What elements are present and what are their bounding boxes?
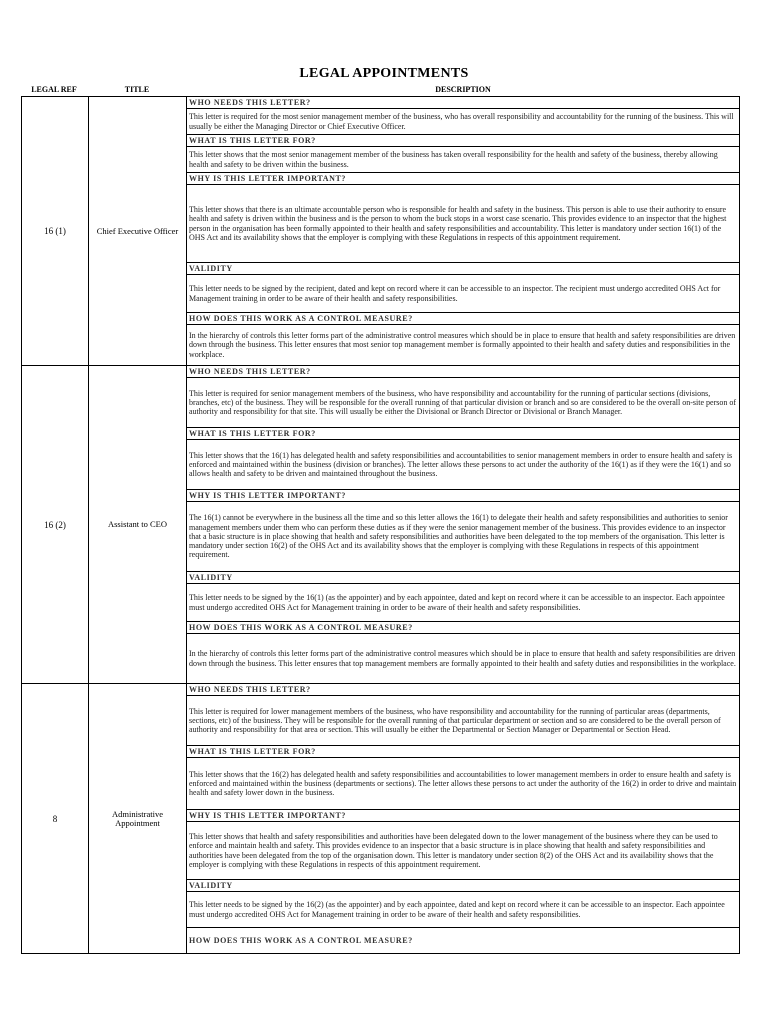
section-heading: WHY IS THIS LETTER IMPORTANT?	[187, 173, 739, 185]
section-heading: HOW DOES THIS WORK AS A CONTROL MEASURE?	[187, 313, 739, 325]
table-row	[21, 684, 740, 954]
section-text: This letter shows that the 16(2) has delegated health and safety responsibilities and accountabilities to lower management members in order to ensure health and safety is enforced and maintained within the business (departments or sections). The letter allows these persons to act under the authority of the 16(2) in order to drive and maintain health and safety lower down in the business.	[187, 758, 739, 810]
title-cell: Administrative Appointment	[89, 684, 187, 953]
section-heading: WHO NEEDS THIS LETTER?	[187, 366, 739, 378]
section-text: This letter needs to be signed by the recipient, dated and kept on record where it can be accessible to an inspector. The recipient must undergo accredited OHS Act for Management training in order to be aware of their health and safety responsibilities.	[187, 275, 739, 313]
column-header-legal-ref: LEGAL REF	[31, 85, 77, 94]
title-cell: Chief Executive Officer	[89, 97, 187, 365]
description-cell	[187, 684, 739, 953]
legal-ref-cell: 8	[22, 684, 89, 953]
column-header-title: TITLE	[124, 85, 150, 94]
table-row	[21, 96, 740, 366]
section-heading: VALIDITY	[187, 880, 739, 892]
section-heading: WHAT IS THIS LETTER FOR?	[187, 428, 739, 440]
section-heading: WHY IS THIS LETTER IMPORTANT?	[187, 810, 739, 822]
section-text: This letter needs to be signed by the 16(2) (as the appointer) and by each appointee, dated and kept on record where it can be accessible to an inspector. Each appointee must undergo accredited OHS Act for Management training in order to be aware of their health and safety responsibilities.	[187, 892, 739, 928]
section-text: This letter shows that the 16(1) has delegated health and safety responsibilities and accountabilities to senior management members in order to ensure health and safety is enforced and maintained within the business (division or branches). The letter allows these persons to act under the authority of the 16(1) as if they were the 16(1) and so allows health and safety to be driven and maintained throughout the business.	[187, 440, 739, 490]
appointments-table	[21, 96, 740, 954]
section-heading: WHAT IS THIS LETTER FOR?	[187, 135, 739, 147]
legal-ref-cell: 16 (2)	[22, 366, 89, 683]
section-text: This letter shows that health and safety responsibilities and authorities have been delegated down to the lower management of the business where they can be used to enforce and maintain health and safety. This provides evidence to an inspector that a basic structure is in place showing that health and safety responsibilities and authorities have been delegated from the top of the organisation down. This letter is mandatory under section 8(2) of the OHS Act and its availability shows that the employer is complying with these Regulations in respects of this appointment requirement.	[187, 822, 739, 880]
section-heading: WHO NEEDS THIS LETTER?	[187, 684, 739, 696]
section-heading: HOW DOES THIS WORK AS A CONTROL MEASURE?	[187, 622, 739, 634]
section-text: This letter is required for the most senior management member of the business, who has overall responsibility and accountability for the running of the business. This will usually be either the Managing Director or Chief Executive Officer.	[187, 109, 739, 135]
table-row	[21, 366, 740, 684]
section-heading: VALIDITY	[187, 263, 739, 275]
section-text: This letter needs to be signed by the 16(1) (as the appointer) and by each appointee, dated and kept on record where it can be accessible to an inspector. Each appointee must undergo accredited OHS Act for Management training in order to be aware of their health and safety responsibilities.	[187, 584, 739, 622]
section-text: This letter shows that the most senior management member of the business has taken overall responsibility for the health and safety of the business, thereby allowing health and safety to be driven within the business.	[187, 147, 739, 173]
section-text: This letter is required for senior management members of the business, who have responsibility and accountability for the running of particular sections (divisions, branches, etc) of the business. They will be responsible for the overall running of that particular division or branch and so are considered to be the overall on-site person of authority and responsibility for that site. This will usually be either the Divisional or Branch Director or Divisional or Branch Manager.	[187, 378, 739, 428]
section-heading: WHAT IS THIS LETTER FOR?	[187, 746, 739, 758]
description-cell	[187, 97, 739, 365]
page-title: LEGAL APPOINTMENTS	[299, 66, 469, 81]
title-cell: Assistant to CEO	[89, 366, 187, 683]
section-text: This letter is required for lower management members of the business, who have responsibility and accountability for the running of particular areas (departments, sections, etc) of the business. They will be responsible for the overall running of that particular department or section and so are considered to be the overall person of authority and responsibility for that area or section. This will usually be either the Departmental or Section Manager or Departmental or Section Head.	[187, 696, 739, 746]
section-heading: WHO NEEDS THIS LETTER?	[187, 97, 739, 109]
section-heading: WHY IS THIS LETTER IMPORTANT?	[187, 490, 739, 502]
legal-ref-cell: 16 (1)	[22, 97, 89, 365]
section-heading: HOW DOES THIS WORK AS A CONTROL MEASURE?	[189, 936, 413, 945]
section-text: In the hierarchy of controls this letter forms part of the administrative control measures which should be in place to ensure that health and safety responsibilities are driven down through the business. This letter ensures that top management members are formally appointed to their health and safety duties and responsibilities in the workplace.	[189, 649, 736, 668]
section-text: This letter shows that there is an ultimate accountable person who is responsible for health and safety in the business. This person is able to use their authority to ensure health and safety is driven within the business and is the person to whom the buck stops in a worst case scenario. This provides evidence to an inspector that the highest person in the organisation has been formally appointed to their health and safety responsibilities and accountability. This letter is mandatory under section 16(1) of the OHS Act and its availability shows that the employer is complying with these Regulations in respects of this appointment requirement.	[187, 185, 739, 263]
section-text: In the hierarchy of controls this letter forms part of the administrative control measures which should be in place to ensure that health and safety responsibilities are driven down through the business. This letter ensures that most senior top management member is formally appointed to their health and safety duties and responsibilities in the workplace.	[189, 331, 736, 359]
column-header-description: DESCRIPTION	[435, 85, 491, 94]
section-text: The 16(1) cannot be everywhere in the business all the time and so this letter allows the 16(1) to delegate their health and safety responsibilities and authorities to senior management members under them who can perform these duties as if they were the senior management member of the business. This provides evidence to an inspector that a basic structure is in place showing that health and safety responsibilities and authorities have been delegated to the top members of the organisation. This letter is mandatory under section 16(2) of the OHS Act and its availability shows that the employer is complying with these Regulations in respects of this appointment requirement.	[187, 502, 739, 572]
description-cell	[187, 366, 739, 683]
section-heading: VALIDITY	[187, 572, 739, 584]
